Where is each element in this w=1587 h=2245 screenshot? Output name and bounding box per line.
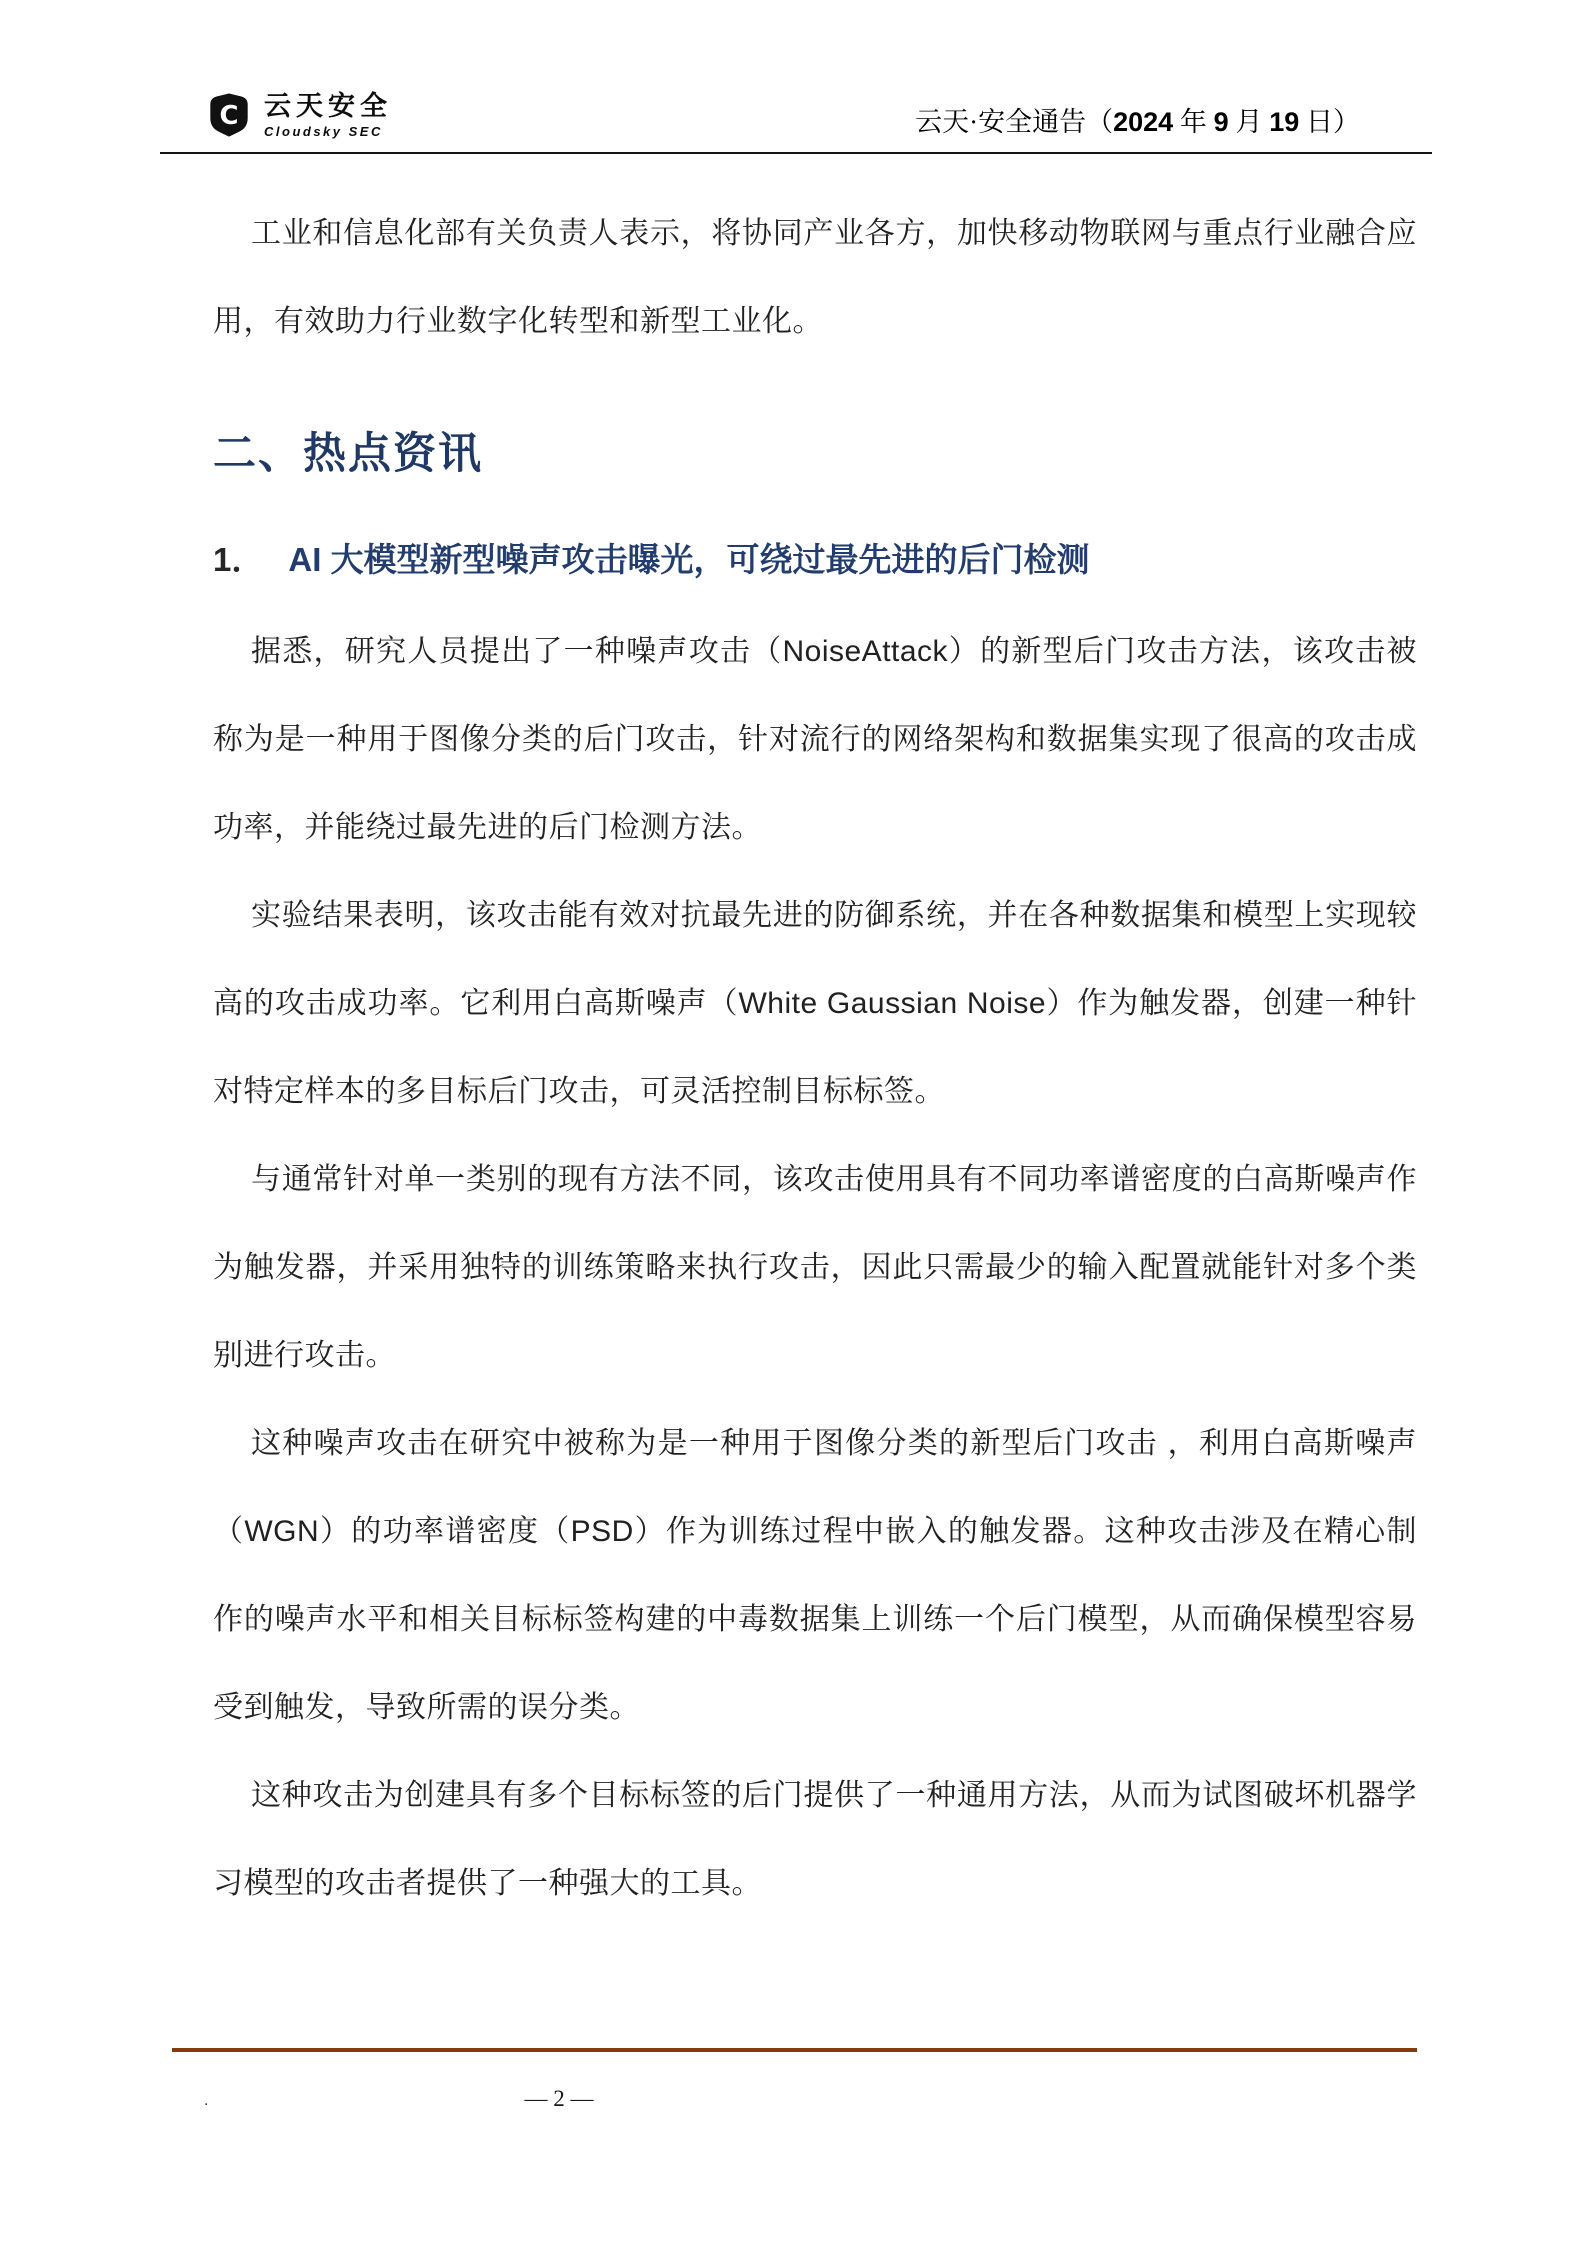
- bulletin-title: [915, 106, 1432, 138]
- bulletin-year: 2024: [1113, 106, 1174, 137]
- footer-left-mark: .: [204, 2092, 209, 2109]
- brand-text: [264, 90, 392, 139]
- article-body: [213, 608, 1417, 1928]
- section-heading: 二、热点资讯: [213, 430, 483, 478]
- document-body: [213, 190, 1417, 1928]
- article-paragraph: 这种攻击为创建具有多个目标标签的后门提供了一种通用方法，从而为试图破坏机器学习模型的攻击者提供了一种强大的工具。: [213, 1779, 1417, 1900]
- article-title: AI 大模型新型噪声攻击曝光，可绕过最先进的后门检测: [288, 541, 1090, 578]
- cloudsky-shield-logo-icon: [206, 92, 252, 138]
- article-paragraph: 据悉，研究人员提出了一种噪声攻击（NoiseAttack）的新型后门攻击方法，该攻击被称为是一种用于图像分类的后门攻击，针对流行的网络架构和数据集实现了很高的攻击成功率，并能绕过最先进的后门检测方法。: [213, 635, 1417, 844]
- brand-name-cn: 云天安全: [264, 90, 392, 121]
- page-header: [160, 92, 1432, 154]
- article-paragraph: 与通常针对单一类别的现有方法不同，该攻击使用具有不同功率谱密度的白高斯噪声作为触发器，并采用独特的训练策略来执行攻击，因此只需最少的输入配置就能针对多个类别进行攻击。: [213, 1163, 1417, 1372]
- page-number: — 2 —: [524, 2086, 594, 2111]
- bulletin-year-unit: 年: [1173, 106, 1214, 137]
- footer-rule: [172, 2048, 1417, 2052]
- bulletin-day: 19: [1269, 106, 1300, 137]
- brand-logo: [206, 92, 392, 138]
- brand-name-en: Cloudsky SEC: [264, 123, 383, 139]
- svg-text:C: C: [219, 101, 239, 132]
- article-number: 1．: [213, 541, 265, 578]
- bulletin-title-prefix: 云天·安全通告（: [915, 106, 1114, 137]
- bulletin-month: 9: [1213, 106, 1229, 137]
- bulletin-month-unit: 月: [1228, 106, 1270, 137]
- bulletin-day-unit: 日）: [1299, 106, 1360, 137]
- article-paragraph: 实验结果表明，该攻击能有效对抗最先进的防御系统，并在各种数据集和模型上实现较高的攻击成功率。它利用白高斯噪声（White Gaussian Noise）作为触发器，创建一种针对特定样本的多目标后门攻击，可灵活控制目标标签。: [213, 899, 1417, 1108]
- article-heading: [213, 538, 1417, 582]
- intro-paragraph: 工业和信息化部有关负责人表示，将协同产业各方，加快移动物联网与重点行业融合应用，有效助力行业数字化转型和新型工业化。: [213, 217, 1417, 338]
- article-paragraph: 这种噪声攻击在研究中被称为是一种用于图像分类的新型后门攻击 ，利用白高斯噪声（WGN）的功率谱密度（PSD）作为训练过程中嵌入的触发器。这种攻击涉及在精心制作的噪声水平和相关目标标签构建的中毒数据集上训练一个后门模型，从而确保模型容易受到触发，导致所需的误分类。: [213, 1427, 1417, 1724]
